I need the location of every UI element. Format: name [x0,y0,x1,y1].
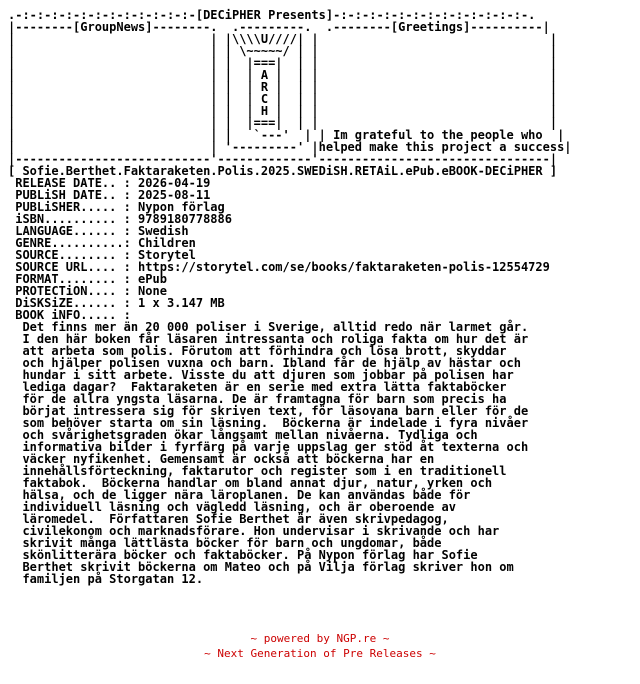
nfo-text-block: .-:-:-:-:-:-:-:-:-:-:-:-:-[DECiPHER Presents]-:-:-:-:-:-:-:-:-:-:-:-:-:-. |--------[GroupNews]--------. .---------. .--------[Greetings]----------| | | |\\\\U////| | | | | | \~~~~~/ | | | | | | |===| | | | | | | | A | | | | | | | | R | | | | | | | | C | | | | | | | | H | | | | | | | |===| | | | | | | `---' | | Im grateful to the people who | | | '---------' |helped make this project a success| |---------------------------'-------------'--------------------------------| [ Sofie.Berthet.Faktaraketen.Polis.2025.SWEDiSH.RETAiL.ePub.eBOOK-DECiPHER ] RELEASE DATE.. : 2026-04-19 PUBLiSH DATE.. : 2025-08-11 PUBLiSHER..... : Nypon förlag iSBN.......... : 9789180778886 LANGUAGE...... : Swedish GENRE..........: Children SOURCE........ : Storytel SOURCE URL.... : https://storytel.com/se/books/faktaraketen-polis-12554729 FORMAT........ : ePub PROTECTiON.... : None DiSKSiZE...... : 1 x 3.147 MB BOOK iNFO..... : Det finns mer än 20 000 poliser i Sverige, alltid redo när larmet går. I den här boken får läsaren intressanta och roliga fakta om hur det är att arbeta som polis. Förutom att förhindra och lösa brott, skyddar och hjälper polisen vuxna och barn. Ibland får de hjälp av hästar och hundar i sitt arbete. Visste du att djuren som jobbar på polisen har lediga dagar? Faktaraketen är en serie med extra lätta faktaböcker för de allra yngsta läsarna. De är framtagna för barn som precis ha börjat intressera sig för skriven text, för läsovana barn eller för de som behöver starta om sin läsning. Böckerna är indelade i fyra nivåer och svårighetsgraden ökar långsamt mellan nivåerna. Tydliga och informativa bilder i fyrfärg på varje uppslag ger stöd åt texterna och väcker nyfikenhet. Gemensamt är också att böckerna har en innehållsförteckning, faktarutor och register som i en traditionell faktabok. Böckerna handlar om bland annat djur, natur, yrken och hälsa, och de ligger nära läroplanen. De kan användas både för individuell läsning och vägledd läsning, och är oberoende av läromedel. Författaren Sofie Berthet är även skrivpedagog, civilekonom och marknadsförare. Hon undervisar i skrivande och har skrivit många lättlästa böcker för barn och ungdomar, både skönlitterära böcker och faktaböcker. På Nypon förlag har Sofie Berthet skrivit böckerna om Mateo och på Vilja förlag skriver hon om familjen på Storgatan 12. [8,8,572,586]
footer-powered-by: ~ powered by NGP.re ~ [250,632,390,645]
footer-tagline: ~ Next Generation of Pre Releases ~ [204,647,436,660]
